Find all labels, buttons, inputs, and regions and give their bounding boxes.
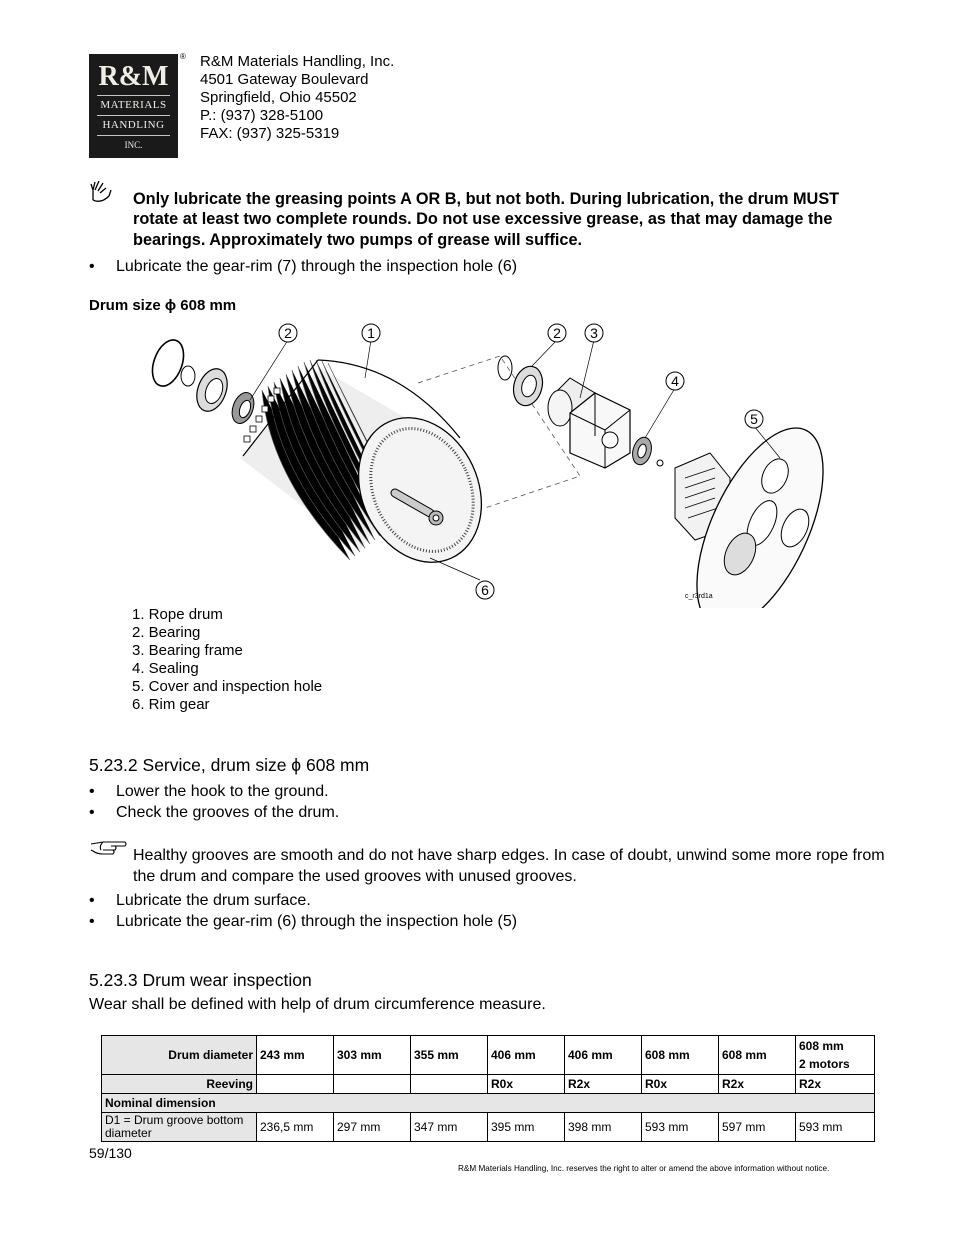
section-heading: 5.23.3 Drum wear inspection [89, 970, 312, 990]
callout-label: 3 [590, 325, 598, 341]
logo-divider [97, 135, 170, 136]
table-cell: 347 mm [411, 1113, 488, 1142]
logo-divider [97, 115, 170, 116]
hand-icon [89, 180, 117, 204]
cell-line: 2 motors [799, 1057, 850, 1071]
table-cell: 395 mm [488, 1113, 565, 1142]
list-item-text: Check the grooves of the drum. [116, 804, 340, 821]
pointing-hand-icon [89, 838, 127, 858]
list-item: • Lower the hook to the ground. [89, 783, 329, 800]
table-cell: 303 mm [334, 1036, 411, 1075]
list-item: • Check the grooves of the drum. [89, 804, 340, 821]
page-number: 59/130 [89, 1145, 132, 1161]
legend-item: 4. Sealing [132, 660, 199, 677]
list-item-text: Lubricate the drum surface. [116, 892, 311, 909]
address-line: Springfield, Ohio 45502 [200, 89, 357, 106]
legend-item: 1. Rope drum [132, 606, 223, 623]
row-label: Reeving [102, 1075, 257, 1094]
warning-text: Only lubricate the greasing points A OR B, but not both. During lubrication, the drum MUST rotate at least two complete rounds. Do not use excessive grease, as that may damage the bearings. Approximately two pumps of grease will suffice. [133, 190, 840, 249]
table-cell: R2x [719, 1075, 796, 1094]
table-row [102, 1113, 875, 1142]
table-cell: 597 mm [719, 1113, 796, 1142]
list-item: • Lubricate the drum surface. [89, 892, 311, 909]
list-item: • Lubricate the gear-rim (7) through the inspection hole (6) [89, 258, 518, 275]
figure-code: c_r3rd1a [685, 593, 713, 600]
table-cell [257, 1075, 334, 1094]
table-row [102, 1075, 875, 1094]
table-cell: 297 mm [334, 1113, 411, 1142]
table-row [102, 1094, 875, 1113]
address-line: 4501 Gateway Boulevard [200, 71, 369, 88]
table-cell: R0x [488, 1075, 565, 1094]
row-label: Drum diameter [102, 1036, 257, 1075]
callout-label: 1 [367, 325, 375, 341]
callout-label: 6 [481, 582, 489, 598]
registered-mark: ® [180, 52, 186, 61]
legend-item: 2. Bearing [132, 624, 201, 641]
table-cell [334, 1075, 411, 1094]
callout-label: 4 [671, 373, 679, 389]
table-cell: 406 mm [565, 1036, 642, 1075]
logo-line3: INC. [124, 140, 143, 150]
table-cell: 236,5 mm [257, 1113, 334, 1142]
callout-label: 5 [750, 411, 758, 427]
company-logo [89, 54, 178, 158]
logo-line1: MATERIALS [100, 99, 167, 111]
legend-item: 3. Bearing frame [132, 642, 243, 659]
intro-text: Wear shall be defined with help of drum circumference measure. [89, 996, 546, 1013]
table-cell: 593 mm [796, 1113, 875, 1142]
list-item-text: Lubricate the gear-rim (7) through the inspection hole (6) [116, 258, 518, 275]
table-cell: 398 mm [565, 1113, 642, 1142]
table-cell: 593 mm [642, 1113, 719, 1142]
figure-title: Drum size ϕ 608 mm [89, 297, 237, 314]
table-cell: 608 mm [642, 1036, 719, 1075]
table-cell: R0x [642, 1075, 719, 1094]
drum-exploded-diagram [140, 318, 840, 608]
table-cell: 355 mm [411, 1036, 488, 1075]
cell-line: 608 mm [799, 1039, 844, 1053]
drum-wear-table [101, 1035, 875, 1142]
logo-divider [97, 95, 170, 96]
address-line: P.: (937) 328-5100 [200, 107, 324, 124]
table-row [102, 1036, 875, 1075]
callout-label: 2 [553, 325, 561, 341]
section-label: Nominal dimension [102, 1094, 875, 1113]
table-cell: 243 mm [257, 1036, 334, 1075]
address-line: R&M Materials Handling, Inc. [200, 53, 395, 70]
table-cell [411, 1075, 488, 1094]
table-cell: 406 mm [488, 1036, 565, 1075]
note-text: Healthy grooves are smooth and do not have sharp edges. In case of doubt, unwind some more rope from the drum and compare the used grooves with unused grooves. [133, 847, 885, 885]
table-cell: 608 mm [719, 1036, 796, 1075]
legend-item: 5. Cover and inspection hole [132, 678, 323, 695]
figure-legend [132, 606, 322, 714]
logo-line2: HANDLING [102, 119, 165, 131]
table-cell: R2x [565, 1075, 642, 1094]
callout-label: 2 [284, 325, 292, 341]
list-item: • Lubricate the gear-rim (6) through the inspection hole (5) [89, 913, 518, 930]
section-heading: 5.23.2 Service, drum size ϕ 608 mm [89, 755, 370, 775]
footer-disclaimer: R&M Materials Handling, Inc. reserves the right to alter or amend the above information without notice. [458, 1164, 830, 1173]
table-cell: R2x [796, 1075, 875, 1094]
table-cell [796, 1036, 875, 1075]
row-label: D1 = Drum groove bottom diameter [102, 1113, 257, 1142]
company-address [200, 53, 394, 143]
address-line: FAX: (937) 325-5319 [200, 125, 340, 142]
list-item-text: Lubricate the gear-rim (6) through the inspection hole (5) [116, 913, 518, 930]
list-item-text: Lower the hook to the ground. [116, 783, 329, 800]
legend-item: 6. Rim gear [132, 696, 210, 713]
logo-rm: R&M [98, 61, 169, 92]
